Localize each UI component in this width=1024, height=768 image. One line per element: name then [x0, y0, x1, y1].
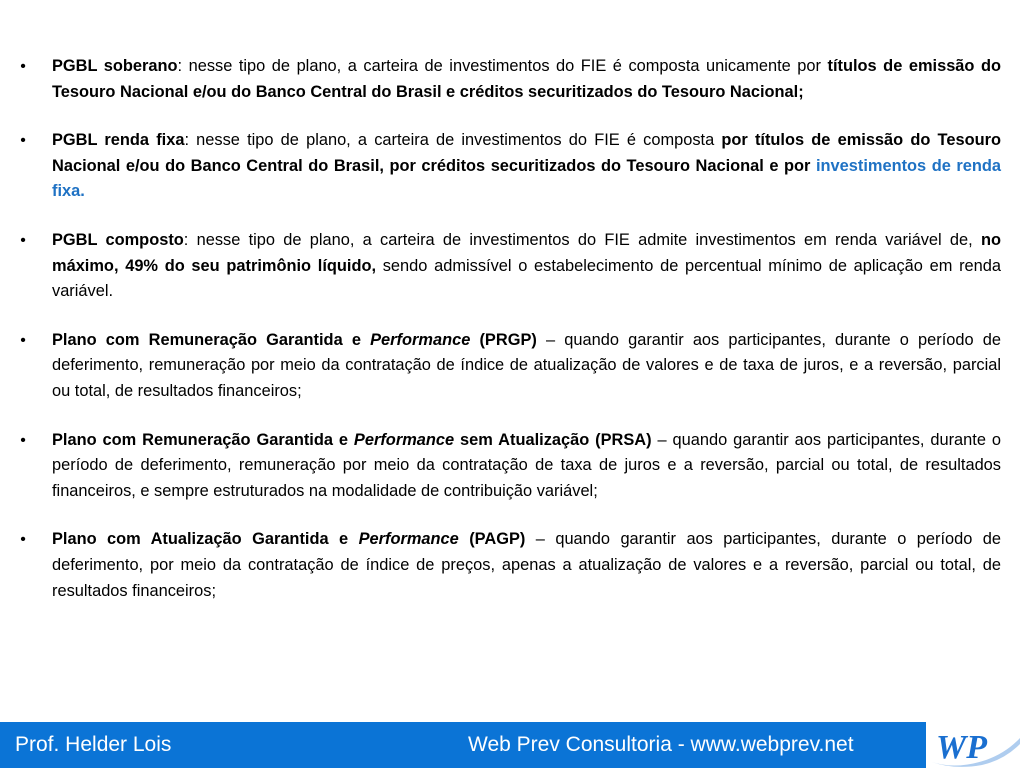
- item-emphasis: por títulos de emissão do Tesouro Nacional e/ou do Banco Central do Brasil, por créditos securitizados do Tesouro Nacional e por: [52, 131, 1001, 175]
- item-title-italic: Performance: [358, 530, 459, 549]
- list-item-pagp: [18, 527, 1001, 604]
- list-item-prsa: [18, 428, 1001, 505]
- footer-company: Web Prev Consultoria - www.webprev.net: [468, 733, 854, 756]
- webprev-logo: [926, 722, 1024, 768]
- bullet-icon: •: [20, 58, 26, 75]
- item-text: : nesse tipo de plano, a carteira de investimentos do FIE é composta unicamente por: [177, 57, 828, 75]
- logo-text: WP: [936, 729, 987, 766]
- bullet-icon: •: [20, 531, 26, 549]
- bullet-icon: •: [20, 231, 26, 249]
- item-text: : nesse tipo de plano, a carteira de investimentos do FIE é composta: [184, 131, 722, 150]
- footer-author: Prof. Helder Lois: [15, 733, 172, 756]
- item-title: Plano com Remuneração Garantida e: [52, 430, 354, 449]
- list-item-prgp: [18, 328, 1001, 405]
- item-title-italic: Performance: [370, 330, 471, 349]
- list-item-pgbl-soberano: [18, 54, 1001, 105]
- item-title: PGBL soberano: [52, 57, 178, 75]
- item-title-italic: Performance: [353, 430, 455, 449]
- wp-logo-icon: [926, 722, 1024, 768]
- slide-content: [18, 54, 1001, 627]
- item-title: Plano com Atualização Garantida e: [52, 530, 359, 549]
- bullet-list: [18, 54, 1001, 604]
- item-title-suffix: (PAGP): [458, 530, 526, 549]
- bullet-icon: •: [20, 431, 26, 449]
- item-title-suffix: (PRGP): [470, 330, 537, 349]
- bullet-icon: •: [20, 331, 26, 349]
- item-title: Plano com Remuneração Garantida e: [52, 330, 371, 349]
- item-text: – quando garantir aos participantes, durante o período de deferimento, por meio da contratação de índice de preços, apenas a atualização de valores e a reversão, parcial ou total, de resultados financeiros;: [52, 530, 1001, 600]
- item-emphasis: no máximo, 49% do seu patrimônio líquido,: [52, 230, 1001, 275]
- item-text-continued: sendo admissível o estabelecimento de percentual mínimo de aplicação em renda variável.: [52, 256, 1001, 301]
- list-item-pgbl-composto: [18, 228, 1001, 305]
- item-text: : nesse tipo de plano, a carteira de investimentos do FIE admite investimentos em renda variável de,: [183, 230, 981, 249]
- item-text: – quando garantir aos participantes, durante o período de deferimento, remuneração por meio da contratação de índice de atualização de valores e de taxa de juros, e a reversão, parcial ou total, de resultados financeiros;: [52, 330, 1001, 400]
- list-item-pgbl-renda-fixa: [18, 128, 1001, 205]
- item-title: PGBL composto: [52, 230, 184, 249]
- item-title-suffix: sem Atualização (PRSA): [454, 430, 652, 449]
- item-emphasis: títulos de emissão do Tesouro Nacional e/ou do Banco Central do Brasil e créditos securitizados do Tesouro Nacional;: [52, 57, 1001, 101]
- bullet-icon: •: [20, 132, 26, 150]
- item-title: PGBL renda fixa: [52, 131, 185, 150]
- item-highlight: investimentos de renda fixa.: [52, 156, 1001, 201]
- footer-bar: [0, 722, 1024, 768]
- item-text: – quando garantir aos participantes, durante o período de deferimento, remuneração por meio da contratação de taxa de juros e a reversão, parcial ou total, de resultados financeiros, e sempre estruturados na modalidade de contribuição variável;: [52, 430, 1001, 500]
